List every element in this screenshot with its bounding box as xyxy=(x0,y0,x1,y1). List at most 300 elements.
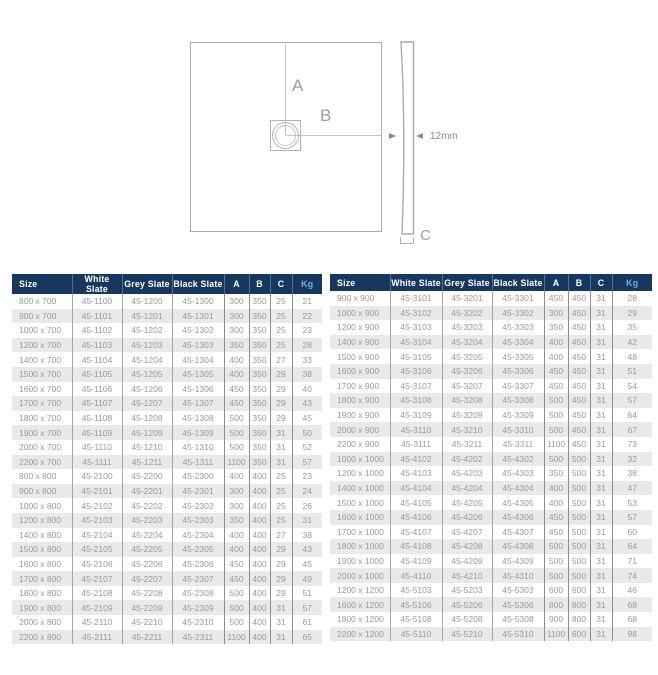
product-code-cell: 45-2201 xyxy=(122,484,172,499)
dimension-cell: 400 xyxy=(544,349,568,364)
product-code-cell: 45-1201 xyxy=(122,309,172,324)
dimension-cell: 1100 xyxy=(224,455,249,470)
dimension-cell: 500 xyxy=(568,525,590,540)
dimension-cell: 350 xyxy=(249,396,270,411)
column-header-c: C xyxy=(590,274,612,291)
product-code-cell: 45-1208 xyxy=(122,411,172,426)
product-code-cell: 45-1104 xyxy=(72,352,122,367)
product-code-cell: 45-1302 xyxy=(172,323,224,338)
dimension-cell: 43 xyxy=(292,396,322,411)
dimension-cell: 300 xyxy=(224,294,249,309)
dimension-cell: 31 xyxy=(590,320,612,335)
thickness-arrow-left-icon xyxy=(389,133,396,139)
table-header-row xyxy=(330,274,652,291)
product-code-cell: 45-4108 xyxy=(390,539,442,554)
table-row xyxy=(12,294,322,309)
dimension-cell: 600 xyxy=(568,627,590,642)
dimension-cell: 38 xyxy=(612,466,652,481)
product-code-cell: 45-2202 xyxy=(122,498,172,513)
table-row xyxy=(12,557,322,572)
dimension-cell: 350 xyxy=(249,309,270,324)
dimension-cell: 450 xyxy=(224,557,249,572)
product-code-cell: 45-1211 xyxy=(122,455,172,470)
dimension-cell: 450 xyxy=(568,393,590,408)
dimension-cell: 31 xyxy=(590,408,612,423)
dimension-cell: 500 xyxy=(568,495,590,510)
dimension-cell: 400 xyxy=(224,528,249,543)
dimension-cell: 54 xyxy=(612,379,652,394)
column-header-size: Size xyxy=(12,274,72,294)
product-code-cell: 45-3206 xyxy=(442,364,492,379)
dimension-cell: 400 xyxy=(249,586,270,601)
column-header-b: B xyxy=(568,274,590,291)
product-code-cell: 45-4308 xyxy=(492,539,544,554)
product-code-cell: 45-1305 xyxy=(172,367,224,382)
dimension-cell: 500 xyxy=(568,510,590,525)
product-code-cell: 45-5108 xyxy=(390,612,442,627)
product-code-cell: 45-4205 xyxy=(442,495,492,510)
dimension-cell: 29 xyxy=(612,306,652,321)
dimension-cell: 25 xyxy=(270,498,292,513)
product-code-cell: 45-1105 xyxy=(72,367,122,382)
size-table-900-1000-1200 xyxy=(330,274,652,641)
dimension-cell: 31 xyxy=(590,422,612,437)
dimension-cell: 600 xyxy=(544,583,568,598)
dimension-label-b: B xyxy=(320,106,332,125)
size-cell: 1800 x 800 xyxy=(19,588,62,599)
product-code-cell: 45-1100 xyxy=(72,294,122,309)
column-header-kg: Kg xyxy=(292,274,322,294)
product-code-cell: 45-4102 xyxy=(390,452,442,467)
product-code-cell: 45-1210 xyxy=(122,440,172,455)
column-header-white-slate: White Slate xyxy=(390,274,442,291)
dimension-cell: 500 xyxy=(544,539,568,554)
size-cell: 2200 x 900 xyxy=(337,439,380,450)
dimension-cell: 29 xyxy=(270,542,292,557)
product-code-cell: 45-2303 xyxy=(172,513,224,528)
dimension-cell: 31 xyxy=(270,630,292,645)
dimension-cell: 350 xyxy=(249,425,270,440)
size-cell: 1600 x 1000 xyxy=(330,510,390,525)
dimension-cell: 29 xyxy=(270,571,292,586)
size-cell: 2200 x 800 xyxy=(12,630,72,645)
product-code-cell: 45-2301 xyxy=(172,484,224,499)
product-code-cell: 45-1101 xyxy=(72,309,122,324)
product-code-cell: 45-1206 xyxy=(122,382,172,397)
product-code-cell: 45-3208 xyxy=(442,393,492,408)
product-code-cell: 45-3110 xyxy=(390,422,442,437)
size-cell: 1800 x 900 xyxy=(330,393,390,408)
product-code-cell: 45-2104 xyxy=(72,528,122,543)
size-cell: 1900 x 1000 xyxy=(337,555,384,566)
drain-inner-ring xyxy=(275,125,296,146)
size-cell: 1000 x 800 xyxy=(19,500,62,511)
product-code-cell: 45-2106 xyxy=(72,557,122,572)
dimension-cell: 350 xyxy=(249,411,270,426)
dimension-cell: 450 xyxy=(544,510,568,525)
dimension-cell: 52 xyxy=(292,440,322,455)
table-row xyxy=(330,525,652,540)
product-code-cell: 45-4109 xyxy=(390,554,442,569)
dimension-cell: 450 xyxy=(544,525,568,540)
dimension-cell: 400 xyxy=(249,630,270,645)
dimension-cell: 28 xyxy=(612,291,652,306)
table-row xyxy=(330,583,652,598)
dimension-cell: 73 xyxy=(612,437,652,452)
product-code-cell: 45-3101 xyxy=(390,291,442,306)
table-row xyxy=(330,495,652,510)
dimension-cell: 400 xyxy=(249,498,270,513)
size-cell: 1000 x 900 xyxy=(330,306,390,321)
size-cell: 800 x 700 xyxy=(19,296,57,307)
dimension-cell: 23 xyxy=(292,469,322,484)
table-row xyxy=(12,455,322,470)
dimension-cell: 60 xyxy=(612,525,652,540)
column-header-b: B xyxy=(249,274,270,294)
table-row xyxy=(12,396,322,411)
dimension-cell: 31 xyxy=(590,291,612,306)
table-row xyxy=(330,466,652,481)
product-code-cell: 45-1103 xyxy=(72,338,122,353)
dimension-cell: 400 xyxy=(224,367,249,382)
dimension-cell: 31 xyxy=(590,481,612,496)
dimension-cell: 31 xyxy=(590,349,612,364)
dimension-cell: 500 xyxy=(568,568,590,583)
product-code-cell: 45-5308 xyxy=(492,612,544,627)
dimension-cell: 450 xyxy=(568,306,590,321)
dimension-cell: 450 xyxy=(568,379,590,394)
table-row xyxy=(330,320,652,335)
size-cell: 900 x 700 xyxy=(12,309,72,324)
product-code-cell: 45-2307 xyxy=(172,571,224,586)
dimension-cell: 31 xyxy=(590,306,612,321)
dimension-cell: 300 xyxy=(224,484,249,499)
dimension-cell: 500 xyxy=(224,615,249,630)
product-code-cell: 45-1304 xyxy=(172,352,224,367)
table-row xyxy=(330,612,652,627)
dimension-cell: 400 xyxy=(249,528,270,543)
dimension-cell: 300 xyxy=(224,323,249,338)
dimension-cell: 1100 xyxy=(224,630,249,645)
column-header-grey-slate: Grey Slate xyxy=(122,274,172,294)
table-row xyxy=(12,542,322,557)
product-code-cell: 45-2211 xyxy=(122,630,172,645)
product-code-cell: 45-4208 xyxy=(442,539,492,554)
product-code-cell: 45-3205 xyxy=(442,349,492,364)
size-cell: 1700 x 800 xyxy=(12,571,72,586)
product-code-cell: 45-2311 xyxy=(172,630,224,645)
size-cell: 2000 x 900 xyxy=(330,422,390,437)
product-code-cell: 45-5106 xyxy=(390,597,442,612)
dimension-cell: 400 xyxy=(249,513,270,528)
dimension-cell: 27 xyxy=(270,528,292,543)
product-code-cell: 45-1306 xyxy=(172,382,224,397)
dimension-cell: 25 xyxy=(270,323,292,338)
size-cell: 1200 x 900 xyxy=(337,322,380,333)
product-code-cell: 45-3201 xyxy=(442,291,492,306)
product-code-cell: 45-4306 xyxy=(492,510,544,525)
product-code-cell: 45-5210 xyxy=(442,627,492,642)
product-code-cell: 45-4203 xyxy=(442,466,492,481)
dimension-cell: 29 xyxy=(270,586,292,601)
dimension-cell: 25 xyxy=(270,484,292,499)
size-cell: 1500 x 700 xyxy=(12,367,72,382)
dimension-cell: 400 xyxy=(544,481,568,496)
table-row xyxy=(12,469,322,484)
product-code-cell: 45-2105 xyxy=(72,542,122,557)
dimension-cell: 400 xyxy=(224,542,249,557)
product-code-cell: 45-2205 xyxy=(122,542,172,557)
dimension-cell: 28 xyxy=(292,338,322,353)
dimension-cell: 800 xyxy=(568,597,590,612)
dimension-label-c: C xyxy=(420,227,432,244)
dimension-cell: 400 xyxy=(224,352,249,367)
table-row xyxy=(12,600,322,615)
dimension-cell: 900 xyxy=(544,612,568,627)
dimension-cell: 67 xyxy=(612,422,652,437)
size-cell: 1500 x 900 xyxy=(337,351,380,362)
column-header-c: C xyxy=(270,274,292,294)
size-cell: 1400 x 1000 xyxy=(330,481,390,496)
product-code-cell: 45-5303 xyxy=(492,583,544,598)
dimension-cell: 350 xyxy=(249,440,270,455)
dimension-cell: 31 xyxy=(270,440,292,455)
dimension-cell: 800 xyxy=(568,612,590,627)
dimension-cell: 500 xyxy=(544,452,568,467)
size-cell: 1600 x 1200 xyxy=(330,597,390,612)
size-cell: 2200 x 700 xyxy=(12,455,72,470)
product-code-cell: 45-3102 xyxy=(390,306,442,321)
dimension-cell: 400 xyxy=(544,335,568,350)
dimension-cell: 400 xyxy=(249,484,270,499)
size-cell: 1600 x 900 xyxy=(330,364,390,379)
dimension-cell: 51 xyxy=(612,364,652,379)
table-row xyxy=(330,452,652,467)
table-row xyxy=(12,425,322,440)
product-code-cell: 45-3210 xyxy=(442,422,492,437)
product-code-cell: 45-2208 xyxy=(122,586,172,601)
dimension-cell: 450 xyxy=(568,349,590,364)
column-header-black-slate: Black Slate xyxy=(492,274,544,291)
dimension-cell: 46 xyxy=(612,583,652,598)
dimension-cell: 500 xyxy=(224,586,249,601)
table-row xyxy=(330,364,652,379)
size-cell: 2200 x 1200 xyxy=(330,627,390,642)
product-code-cell: 45-4303 xyxy=(492,466,544,481)
product-code-cell: 45-3207 xyxy=(442,379,492,394)
product-code-cell: 45-1106 xyxy=(72,382,122,397)
size-cell: 1000 x 700 xyxy=(19,325,62,336)
product-code-cell: 45-1203 xyxy=(122,338,172,353)
product-code-cell: 45-5110 xyxy=(390,627,442,642)
dimension-cell: 65 xyxy=(292,630,322,645)
dimension-cell: 31 xyxy=(590,510,612,525)
table-row xyxy=(12,367,322,382)
product-code-cell: 45-3302 xyxy=(492,306,544,321)
size-cell: 800 x 800 xyxy=(19,471,57,482)
product-code-cell: 45-5208 xyxy=(442,612,492,627)
product-code-cell: 45-3202 xyxy=(442,306,492,321)
product-code-cell: 45-2209 xyxy=(122,600,172,615)
tray-diagram xyxy=(0,0,658,270)
dimension-cell: 450 xyxy=(568,364,590,379)
dimension-cell: 500 xyxy=(544,408,568,423)
product-code-cell: 45-4310 xyxy=(492,568,544,583)
table-row xyxy=(330,349,652,364)
product-code-cell: 45-3209 xyxy=(442,408,492,423)
product-code-cell: 45-5203 xyxy=(442,583,492,598)
product-code-cell: 45-3104 xyxy=(390,335,442,350)
table-row xyxy=(12,352,322,367)
dimension-cell: 450 xyxy=(224,571,249,586)
dimension-cell: 500 xyxy=(224,600,249,615)
product-code-cell: 45-1310 xyxy=(172,440,224,455)
dimension-cell: 31 xyxy=(590,583,612,598)
product-code-cell: 45-2300 xyxy=(172,469,224,484)
dimension-cell: 31 xyxy=(590,612,612,627)
dimension-cell: 450 xyxy=(568,335,590,350)
product-code-cell: 45-2108 xyxy=(72,586,122,601)
table-row xyxy=(12,309,322,324)
size-cell: 1700 x 900 xyxy=(337,380,380,391)
table-row xyxy=(330,393,652,408)
size-cell: 1000 x 1000 xyxy=(330,452,390,467)
dimension-cell: 1100 xyxy=(544,627,568,642)
dimension-cell: 31 xyxy=(590,597,612,612)
product-code-cell: 45-4103 xyxy=(390,466,442,481)
dimension-cell: 43 xyxy=(292,542,322,557)
size-cell: 2000 x 800 xyxy=(19,617,62,628)
size-cell: 1400 x 900 xyxy=(330,335,390,350)
dimension-cell: 25 xyxy=(270,338,292,353)
column-header-a: A xyxy=(544,274,568,291)
product-code-cell: 45-2207 xyxy=(122,571,172,586)
table-row xyxy=(12,615,322,630)
dimension-cell: 500 xyxy=(568,452,590,467)
table-row xyxy=(12,586,322,601)
dimension-cell: 64 xyxy=(612,539,652,554)
dimension-cell: 42 xyxy=(612,335,652,350)
column-header-a: A xyxy=(224,274,249,294)
dimension-cell: 450 xyxy=(544,291,568,306)
product-code-cell: 45-2304 xyxy=(172,528,224,543)
table-row xyxy=(12,630,322,645)
dimension-cell: 500 xyxy=(544,422,568,437)
table-row xyxy=(12,513,322,528)
product-code-cell: 45-2308 xyxy=(172,586,224,601)
product-code-cell: 45-4309 xyxy=(492,554,544,569)
product-code-cell: 45-1107 xyxy=(72,396,122,411)
column-header-size: Size xyxy=(330,274,390,291)
dimension-cell: 31 xyxy=(590,627,612,642)
product-code-cell: 45-3308 xyxy=(492,393,544,408)
dimension-cell: 31 xyxy=(590,335,612,350)
thickness-arrow-right-icon xyxy=(416,133,423,139)
product-code-cell: 45-3106 xyxy=(390,364,442,379)
dimension-cell: 450 xyxy=(544,379,568,394)
dimension-cell: 22 xyxy=(292,309,322,324)
table-row xyxy=(330,422,652,437)
dimension-cell: 500 xyxy=(568,481,590,496)
dimension-cell: 350 xyxy=(249,352,270,367)
size-cell: 1200 x 800 xyxy=(12,513,72,528)
dimension-cell: 74 xyxy=(612,568,652,583)
product-code-cell: 45-3305 xyxy=(492,349,544,364)
dimension-cell: 68 xyxy=(612,597,652,612)
size-cell: 1400 x 800 xyxy=(19,529,62,540)
dimension-cell: 500 xyxy=(224,411,249,426)
product-code-cell: 45-4206 xyxy=(442,510,492,525)
dimension-cell: 450 xyxy=(224,382,249,397)
product-code-cell: 45-5306 xyxy=(492,597,544,612)
product-code-cell: 45-2111 xyxy=(72,630,122,645)
dimension-cell: 500 xyxy=(544,554,568,569)
table-row xyxy=(330,335,652,350)
product-code-cell: 45-3103 xyxy=(390,320,442,335)
product-code-cell: 45-1300 xyxy=(172,294,224,309)
table-row xyxy=(12,440,322,455)
table-row xyxy=(330,437,652,452)
dimension-cell: 24 xyxy=(292,484,322,499)
product-code-cell: 45-5310 xyxy=(492,627,544,642)
product-code-cell: 45-1200 xyxy=(122,294,172,309)
dimension-cell: 68 xyxy=(612,612,652,627)
product-code-cell: 45-4304 xyxy=(492,481,544,496)
dimension-cell: 38 xyxy=(292,367,322,382)
table-row xyxy=(12,382,322,397)
product-code-cell: 45-3109 xyxy=(390,408,442,423)
product-code-cell: 45-4207 xyxy=(442,525,492,540)
column-header-kg: Kg xyxy=(612,274,652,291)
product-code-cell: 45-2210 xyxy=(122,615,172,630)
dimension-cell: 31 xyxy=(590,495,612,510)
product-code-cell: 45-5206 xyxy=(442,597,492,612)
dimension-cell: 350 xyxy=(249,455,270,470)
size-cell: 1200 x 1200 xyxy=(337,585,384,596)
product-code-cell: 45-4107 xyxy=(390,525,442,540)
dimension-cell: 45 xyxy=(292,411,322,426)
size-table-700-800 xyxy=(12,274,322,644)
dimension-cell: 350 xyxy=(544,320,568,335)
dimension-cell: 31 xyxy=(590,379,612,394)
dimension-cell: 21 xyxy=(292,294,322,309)
dimension-cell: 49 xyxy=(292,571,322,586)
product-code-cell: 45-3301 xyxy=(492,291,544,306)
table-row xyxy=(330,597,652,612)
product-code-cell: 45-3311 xyxy=(492,437,544,452)
product-code-cell: 45-5103 xyxy=(390,583,442,598)
product-code-cell: 45-1110 xyxy=(72,440,122,455)
table-header-row xyxy=(12,274,322,294)
dimension-cell: 450 xyxy=(568,408,590,423)
dimension-cell: 23 xyxy=(292,323,322,338)
product-code-cell: 45-2305 xyxy=(172,542,224,557)
dimension-cell: 450 xyxy=(224,396,249,411)
dimension-cell: 1100 xyxy=(544,437,568,452)
product-code-cell: 45-3204 xyxy=(442,335,492,350)
product-code-cell: 45-4302 xyxy=(492,452,544,467)
dimension-cell: 400 xyxy=(249,469,270,484)
table-row xyxy=(330,568,652,583)
dimension-cell: 98 xyxy=(612,627,652,642)
dimension-cell: 31 xyxy=(292,513,322,528)
dimension-cell: 31 xyxy=(590,568,612,583)
dimension-cell: 450 xyxy=(568,422,590,437)
product-code-cell: 45-1307 xyxy=(172,396,224,411)
dimension-cell: 400 xyxy=(249,615,270,630)
dimension-cell: 29 xyxy=(270,367,292,382)
dimension-cell: 27 xyxy=(270,352,292,367)
